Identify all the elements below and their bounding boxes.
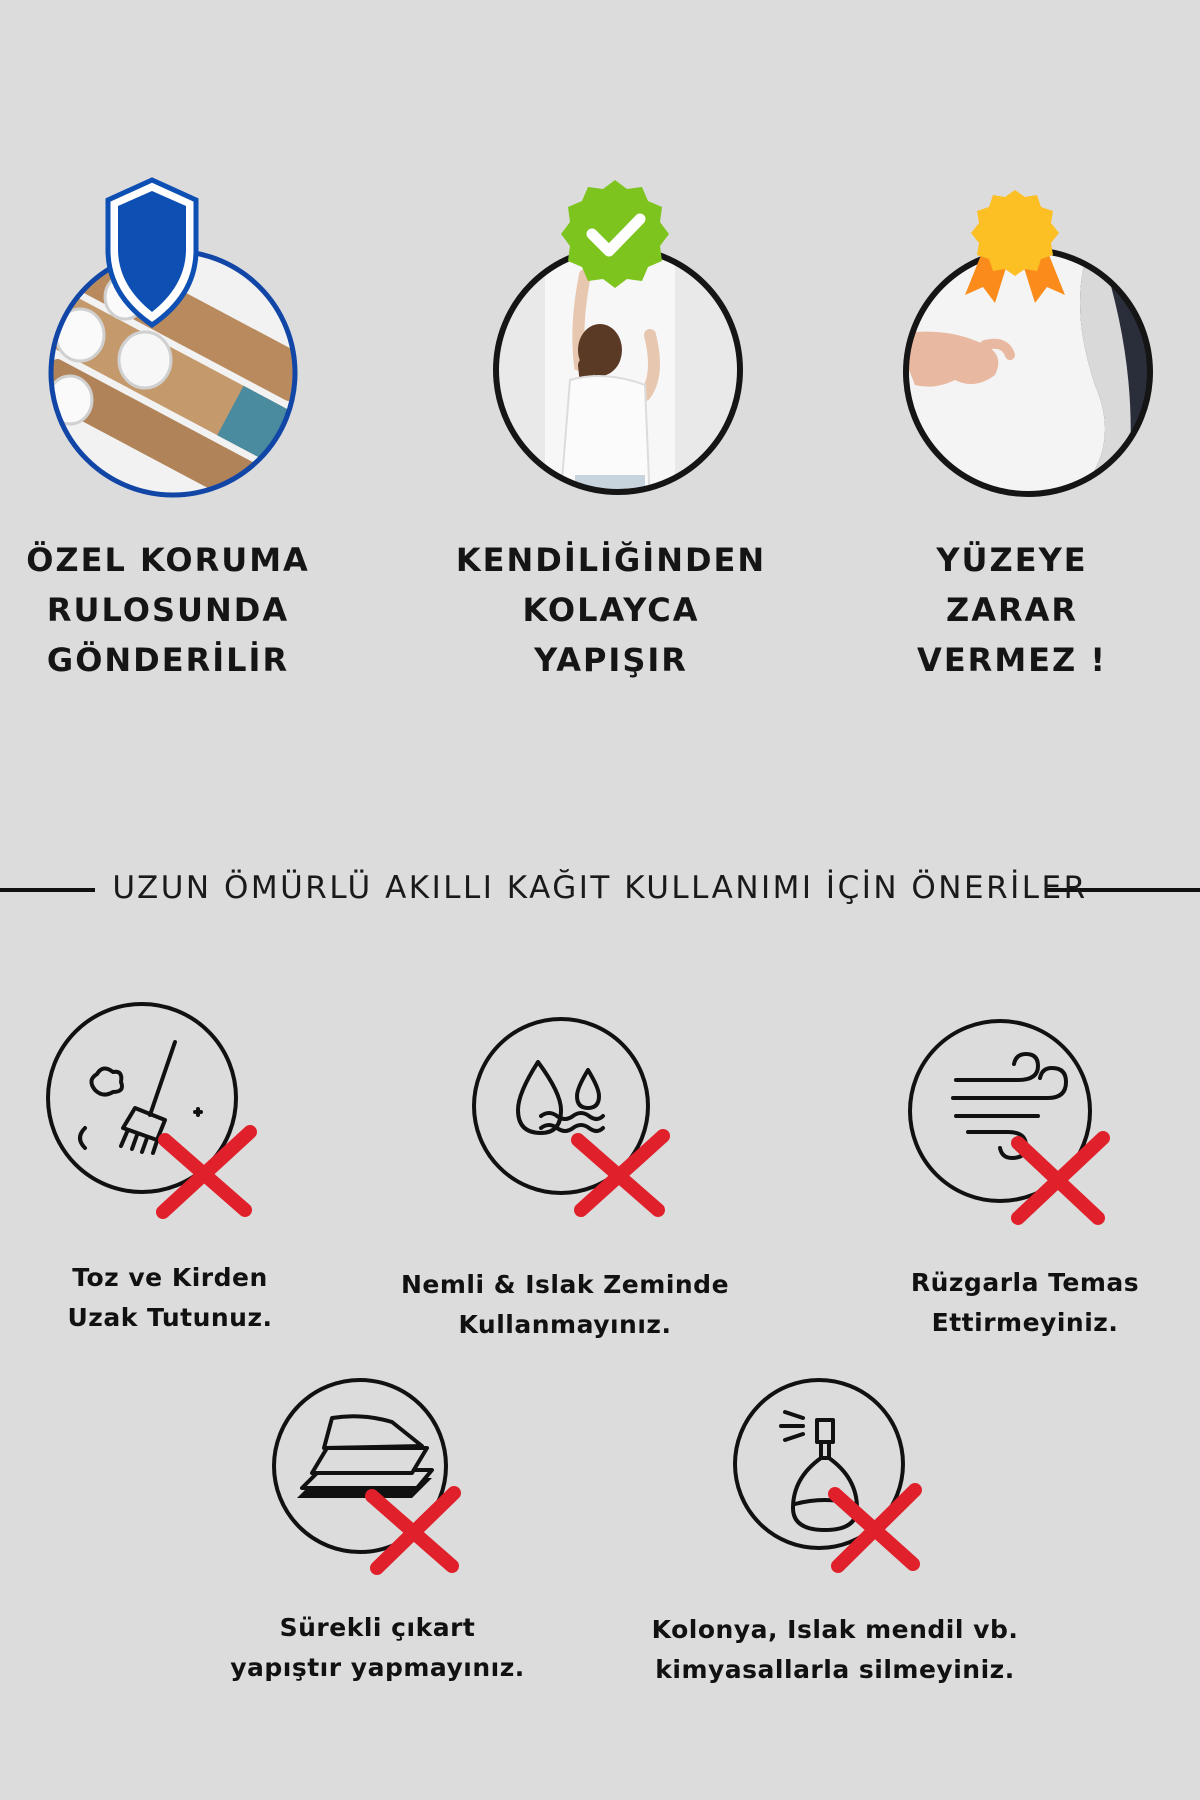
feature-title-protection [8, 535, 328, 685]
water-drops-icon [518, 1062, 603, 1133]
tip-line: Toz ve Kirden [72, 1263, 268, 1292]
title-line: RULOSUNDA [46, 591, 290, 629]
tip-spray-graphic [733, 1378, 963, 1598]
tip-label-dust [10, 1258, 330, 1338]
tip-label-spray [620, 1610, 1050, 1690]
prohibited-cross-icon [163, 1132, 250, 1212]
prohibited-cross-icon [578, 1136, 663, 1210]
title-line: VERMEZ ! [917, 641, 1107, 679]
tip-water-graphic [473, 1018, 703, 1248]
tip-sticker-graphic [272, 1378, 502, 1598]
tip-wind-graphic [908, 1018, 1138, 1248]
feature-title-easy-apply [451, 535, 771, 685]
tip-line: Uzak Tutunuz. [67, 1303, 273, 1332]
tip-label-water [380, 1265, 750, 1345]
title-line: ZARAR [945, 591, 1078, 629]
tip-line: Kolonya, Islak mendil vb. [651, 1615, 1019, 1644]
title-line: YÜZEYE [936, 541, 1088, 579]
section-heading: UZUN ÖMÜRLÜ AKILLI KAĞIT KULLANIMI İÇİN ÖNERİLER [112, 870, 1088, 906]
feature-title-no-damage [852, 535, 1172, 685]
sticker-sheets-icon [297, 1416, 432, 1498]
title-line: KENDİLİĞİNDEN [455, 541, 767, 579]
tip-line: Ettirmeyiniz. [931, 1308, 1119, 1337]
prohibited-cross-icon [372, 1493, 454, 1568]
tip-line: Sürekli çıkart [279, 1613, 476, 1642]
broom-dust-icon [80, 1042, 201, 1153]
title-line: ÖZEL KORUMA [26, 541, 310, 579]
title-line: YAPIŞIR [534, 641, 688, 679]
prohibited-cross-icon [1018, 1138, 1103, 1218]
tip-line: kimyasallarla silmeyiniz. [655, 1655, 1015, 1684]
title-line: KOLAYCA [522, 591, 700, 629]
tip-label-sticker [200, 1608, 555, 1688]
feature-easy-apply-image [485, 175, 755, 505]
tip-line: Nemli & Islak Zeminde [400, 1270, 730, 1299]
feature-no-damage-image [895, 175, 1165, 505]
tip-line: yapıştır yapmayınız. [230, 1653, 525, 1682]
tip-dust-graphic [45, 1000, 275, 1230]
wind-icon [953, 1054, 1066, 1158]
feature-protection-image [40, 175, 310, 505]
tip-line: Kullanmayınız. [458, 1310, 672, 1339]
title-line: GÖNDERİLİR [46, 641, 290, 679]
tip-line: Rüzgarla Temas [910, 1268, 1140, 1297]
tip-label-wind [860, 1263, 1190, 1343]
